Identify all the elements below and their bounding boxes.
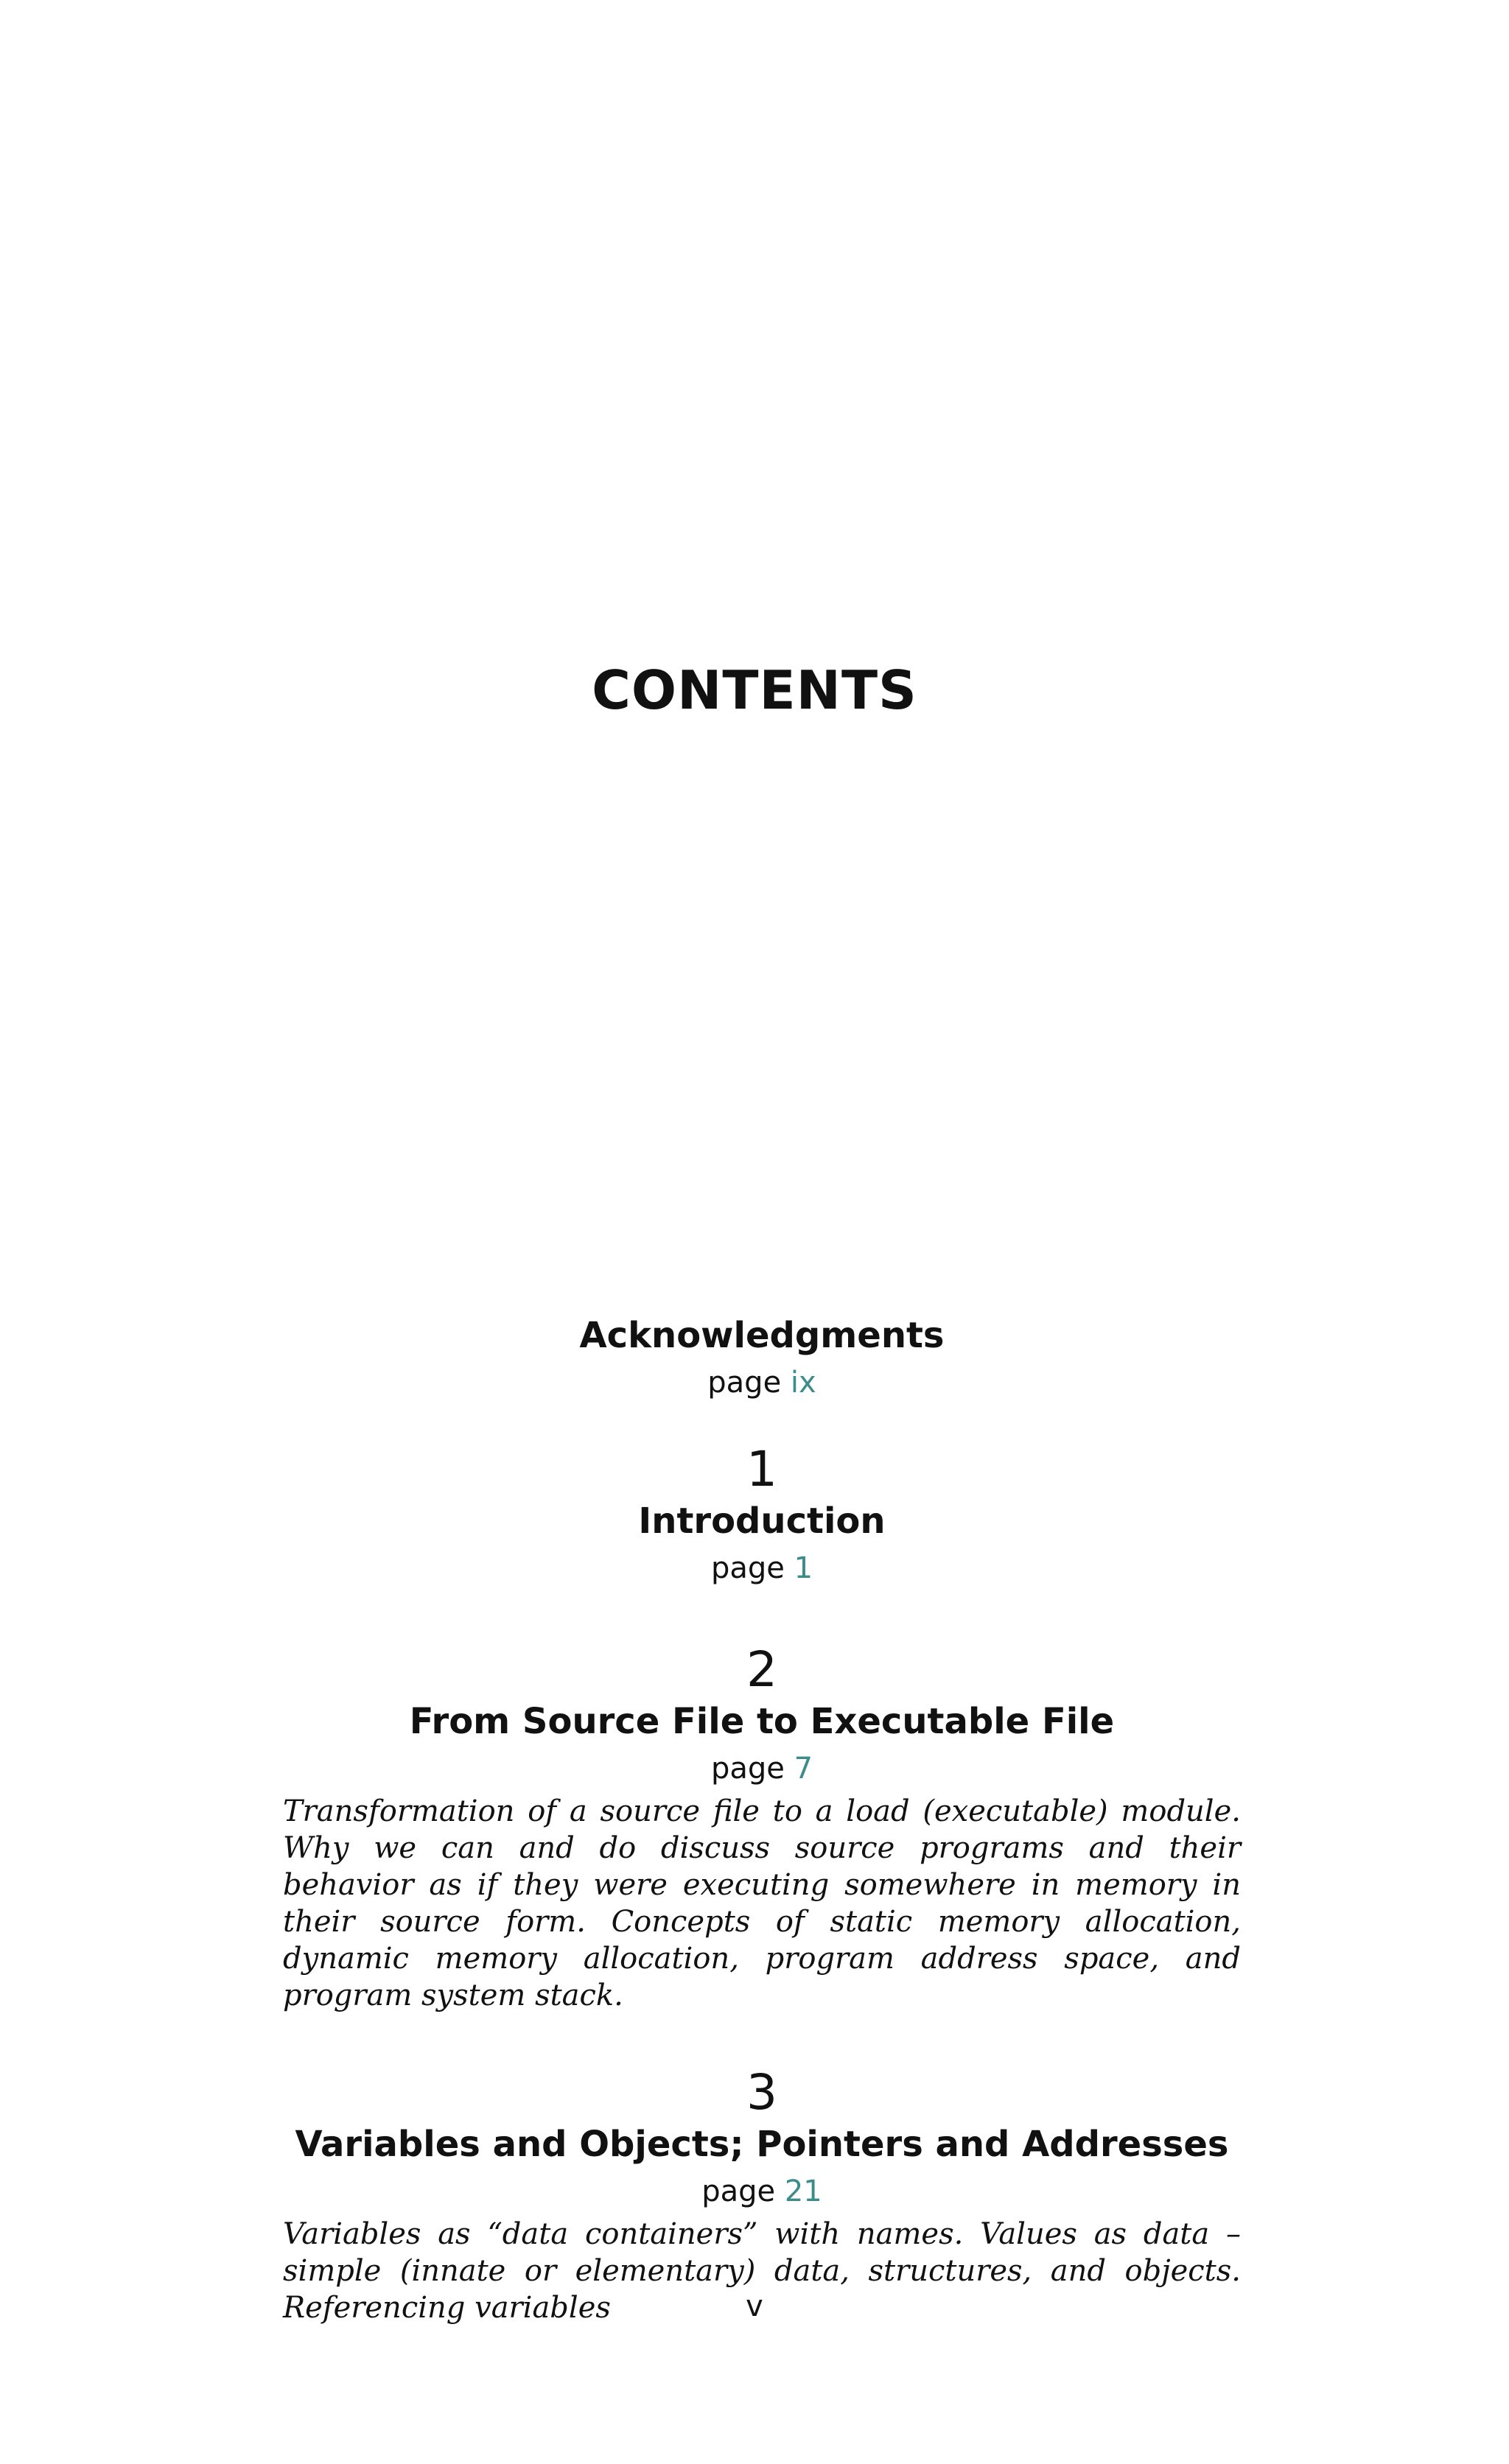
toc-entry-acknowledgments[interactable] bbox=[283, 1311, 1241, 1405]
page-label: page bbox=[710, 1551, 785, 1585]
chapter-number: 3 bbox=[746, 2064, 777, 2121]
toc-entry-chapter-2[interactable] bbox=[283, 1643, 1241, 2014]
toc-entry-chapter-3[interactable] bbox=[283, 2065, 1241, 2326]
chapter-number: 1 bbox=[746, 1441, 777, 1498]
chapter-summary: Transformation of a source file to a load (executable) module. Why we can and do discuss source programs and their behavior as if they were executing somewhere in memory in their source form. Concepts of static memory allocation, dynamic memory allocation, program address space, and program system stack. bbox=[283, 1794, 1241, 2012]
page-reference bbox=[283, 1545, 1241, 1591]
chapter-summary: Variables as “data containers” with names. Values as data – simple (innate or elementary) data, structures, and objects. Referencing variables bbox=[283, 2217, 1241, 2325]
chapter-number: 2 bbox=[746, 1641, 777, 1698]
entry-title: Acknowledgments bbox=[579, 1315, 945, 1356]
page-label: page bbox=[707, 1366, 782, 1400]
table-of-contents bbox=[283, 1311, 1241, 2378]
page-number-link[interactable]: 1 bbox=[794, 1551, 813, 1585]
page-number-link[interactable]: 7 bbox=[794, 1752, 813, 1786]
page-label: page bbox=[701, 2175, 776, 2208]
page-reference bbox=[283, 1746, 1241, 1791]
page-number-link[interactable]: 21 bbox=[784, 2175, 822, 2208]
chapter-title: Variables and Objects; Pointers and Addresses bbox=[295, 2124, 1229, 2165]
toc-entry-chapter-1[interactable] bbox=[283, 1442, 1241, 1591]
page-number: v bbox=[746, 2289, 763, 2323]
chapter-title: Introduction bbox=[638, 1500, 886, 1542]
page-number-link[interactable]: ix bbox=[790, 1366, 816, 1400]
page-title: CONTENTS bbox=[592, 659, 917, 721]
chapter-title: From Source File to Executable File bbox=[409, 1701, 1115, 1742]
page-reference bbox=[283, 2169, 1241, 2214]
page-reference bbox=[283, 1360, 1241, 1405]
page-label: page bbox=[710, 1752, 785, 1786]
